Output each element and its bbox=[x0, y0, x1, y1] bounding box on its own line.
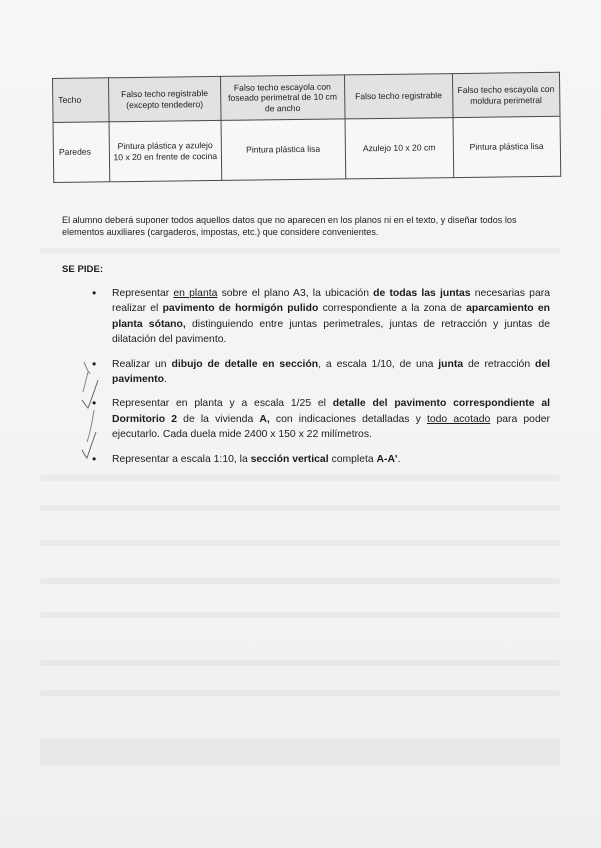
task-text: Representar en planta sobre el plano A3, la ubicación de todas las juntas necesarias para realizar el pavimento de hormigón pulido correspondiente a la zona de aparcamiento en planta sótano, distinguiendo entre juntas perimetrales, juntas de retracción y juntas de dilatación del pavimento. bbox=[112, 288, 550, 346]
show-through-line bbox=[40, 612, 560, 618]
show-through-line bbox=[40, 578, 560, 584]
show-through-line bbox=[40, 248, 560, 254]
table-row bbox=[53, 116, 561, 182]
header-cell: Falso techo escayola con foseado perimetral de 10 cm de ancho bbox=[220, 75, 345, 121]
header-cell: Falso techo registrable bbox=[344, 74, 452, 119]
header-cell: Falso techo escayola con moldura perimetral bbox=[452, 72, 560, 117]
table-header-row bbox=[53, 72, 560, 122]
bullet-icon: • bbox=[92, 451, 97, 466]
show-through-line bbox=[40, 660, 560, 666]
bullet-icon: • bbox=[92, 286, 97, 300]
table-cell: Azulejo 10 x 20 cm bbox=[345, 118, 453, 179]
finishes-table bbox=[52, 72, 561, 183]
show-through-line bbox=[40, 690, 560, 696]
task-text: Representar a escala 1:10, la sección vertical completa A-A'. bbox=[112, 453, 401, 465]
section-heading: SE PIDE: bbox=[62, 264, 104, 275]
task-list bbox=[92, 286, 550, 476]
header-cell: Techo bbox=[53, 78, 110, 123]
bullet-icon: • bbox=[92, 396, 97, 411]
table-cell: Pintura plástica lisa bbox=[453, 116, 561, 177]
student-note: El alumno deberá suponer todos aquellos datos que no aparecen en los planos ni en el texto, y diseñar todos los elementos auxiliares (cargaderos, impostas, etc.) que considere convenientes. bbox=[62, 215, 517, 237]
table-cell: Pintura plástica y azulejo 10 x 20 en frente de cocina bbox=[109, 120, 221, 181]
list-item bbox=[92, 357, 550, 388]
list-item bbox=[92, 396, 550, 442]
bullet-icon: • bbox=[92, 356, 97, 371]
show-through-line bbox=[40, 505, 560, 511]
show-through-line bbox=[40, 540, 560, 546]
list-item bbox=[92, 452, 550, 467]
list-item bbox=[92, 286, 550, 348]
task-text: Realizar un dibujo de detalle en sección, a escala 1/10, de una junta de retracción del pavimento. bbox=[112, 358, 551, 386]
show-through-table bbox=[40, 738, 560, 766]
task-text: Representar en planta y a escala 1/25 el detalle del pavimento correspondiente al Dormitorio 2 de la vivienda A, con indicaciones detalladas y todo acotado para poder ejecutarlo. Cada duela mide 2400 x 150 x 22 milímetros. bbox=[112, 398, 550, 441]
table-cell: Pintura plástica lisa bbox=[221, 119, 346, 181]
table-cell: Paredes bbox=[53, 122, 110, 183]
header-cell: Falso techo registrable (excepto tendedero) bbox=[109, 76, 221, 121]
